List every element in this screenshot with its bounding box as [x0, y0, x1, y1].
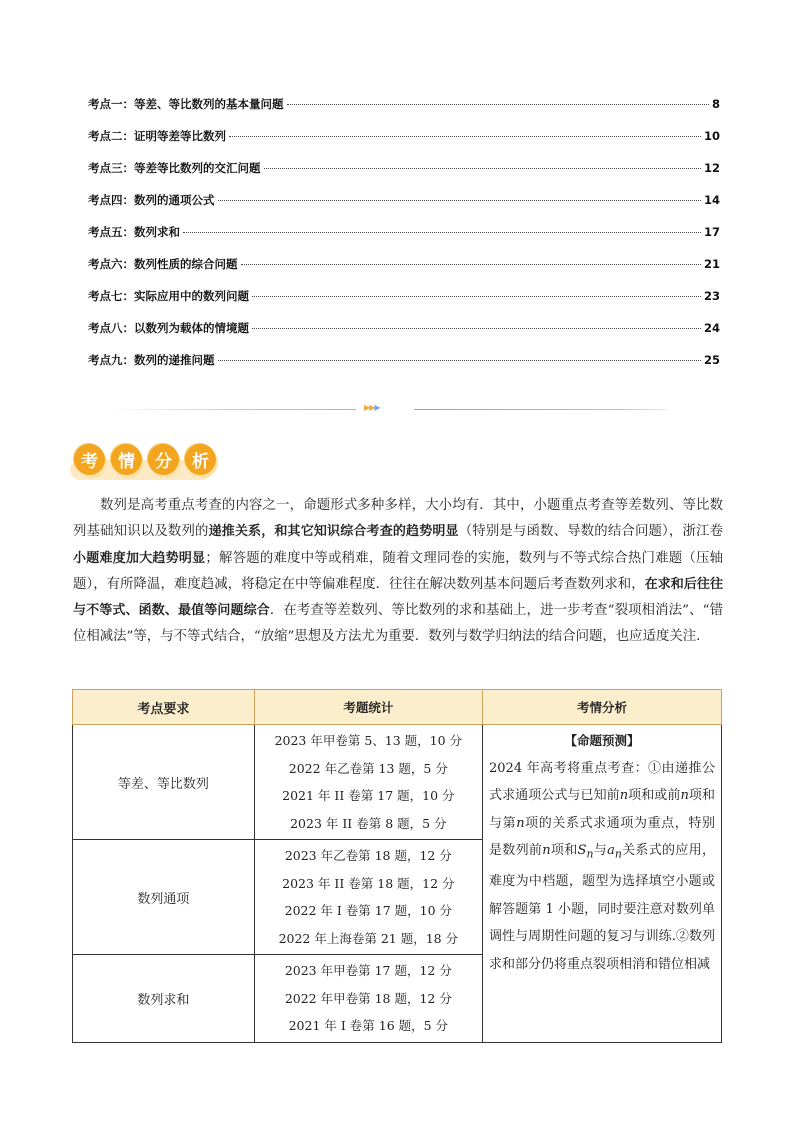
topic-cell: 数列求和	[73, 955, 255, 1043]
toc-page: 21	[703, 257, 720, 271]
toc-row[interactable]	[88, 160, 720, 192]
header-cell: 考题统计	[254, 690, 482, 725]
header-cell: 考点要求	[73, 690, 255, 725]
toc-label: 考点三：等差等比数列的交汇问题	[88, 161, 261, 175]
bold-run: 在求和后往往与不等式、函数、最值等问题综合	[73, 576, 723, 619]
text-run: 项和或前	[628, 788, 681, 803]
table-row	[73, 725, 722, 840]
stats-cell	[254, 955, 482, 1043]
table-of-contents	[88, 96, 720, 384]
toc-label: 考点八：以数列为载体的情境题	[88, 321, 249, 335]
toc-dots	[229, 136, 701, 137]
toc-dots	[218, 200, 701, 201]
toc-label: 考点五：数列求和	[88, 225, 180, 239]
math-subscript: n	[586, 847, 594, 861]
toc-dots	[264, 168, 701, 169]
toc-dots	[241, 264, 701, 265]
stat-line: 2022 年上海卷第 21 题，18 分	[278, 930, 459, 946]
toc-page: 24	[703, 321, 720, 335]
stat-line: 2023 年甲卷第 17 题，12 分	[284, 963, 452, 978]
math-var: n	[619, 788, 629, 803]
stat-line: 2023 年乙卷第 18 题，12 分	[284, 848, 452, 863]
text-run: 2024 年高考将重点考查：①由递推公式求通项公式与已知前	[489, 760, 715, 803]
toc-dots	[287, 104, 709, 105]
divider-line-right	[414, 409, 668, 410]
text-run: （特别是与函数、导数的结合问题），浙江卷	[458, 524, 723, 540]
header-cell: 考情分析	[483, 690, 722, 725]
toc-dots	[252, 328, 701, 329]
stat-line: 2022 年甲卷第 18 题，12 分	[284, 990, 452, 1006]
toc-row[interactable]	[88, 224, 720, 256]
toc-label: 考点二：证明等差等比数列	[88, 129, 226, 143]
badge-char: 分	[148, 444, 179, 475]
math-var: S	[577, 843, 587, 858]
text-run: 项和与第	[489, 788, 715, 831]
stat-line: 2023 年 II 卷第 18 题，12 分	[282, 875, 455, 891]
badge-char: 考	[74, 444, 105, 475]
math-var: n	[542, 843, 551, 858]
stats-cell	[254, 840, 482, 955]
toc-dots	[252, 296, 701, 297]
text-run: 项的关系式求通项为重点，特别是数列前	[489, 815, 715, 858]
paragraph-text	[73, 493, 723, 651]
toc-page: 25	[703, 353, 720, 367]
analysis-paragraph	[73, 493, 723, 651]
badge-char: 析	[185, 444, 216, 475]
text-run: ；解答题的难度中等或稍难，随着文理同卷的实施，数列与不等式综合热门难题（压轴题），有所降温，难度趋减，将稳定在中等偏难程度．往往在解决数列基本问题后考查数列求和，	[73, 550, 723, 592]
prediction-text	[489, 755, 715, 979]
divider-line-left	[106, 409, 356, 410]
badge-char: 情	[111, 444, 142, 475]
toc-page: 17	[703, 225, 720, 239]
stat-line: 2021 年 II 卷第 17 题，10 分	[282, 788, 455, 803]
bold-run: 递推关系，和其它知识综合考查的趋势明显	[208, 524, 459, 540]
toc-row[interactable]	[88, 256, 720, 288]
toc-page: 8	[711, 97, 720, 111]
stat-line: 2022 年乙卷第 13 题，5 分	[288, 760, 448, 776]
stat-line: 2023 年甲卷第 5、13 题，10 分	[274, 733, 463, 748]
topic-cell: 数列通项	[73, 840, 255, 955]
toc-label: 考点六：数列性质的综合问题	[88, 257, 238, 271]
math-var: a	[607, 843, 615, 858]
toc-page: 10	[703, 129, 720, 143]
toc-row[interactable]	[88, 96, 720, 128]
toc-row[interactable]	[88, 320, 720, 352]
toc-page: 14	[703, 193, 720, 207]
table-header-row	[73, 690, 722, 725]
math-var: n	[680, 788, 689, 803]
toc-row[interactable]	[88, 128, 720, 160]
text-run: 与	[593, 843, 608, 858]
toc-label: 考点四：数列的通项公式	[88, 193, 215, 207]
toc-row[interactable]	[88, 192, 720, 224]
math-subscript: n	[614, 847, 622, 861]
toc-dots	[218, 360, 701, 361]
stat-line: 2023 年 II 卷第 8 题，5 分	[290, 815, 447, 831]
stat-line: 2022 年 I 卷第 17 题，10 分	[284, 903, 453, 918]
stat-line: 2021 年 I 卷第 16 题，5 分	[288, 1018, 449, 1033]
triple-arrow-icon: ▶▶▶	[364, 403, 380, 412]
toc-dots	[183, 232, 701, 233]
text-run: ．在考查等差数列、等比数列的求和基础上，进一步考查“裂项相消法”、“错位相减法”等，与不等式结合，“放缩”思想及方法尤为重要．数列与数学归纳法的结合问题，也应适度关注．	[73, 603, 723, 645]
exam-analysis-table	[72, 689, 722, 1043]
math-var: n	[516, 815, 525, 831]
text-run: 数列是高考重点考查的内容之一，命题形式多种多样，大小均有．其中，小题重点考查等差数列、等比数列基础知识以及数列的	[73, 498, 723, 540]
text-run: 项和	[550, 843, 578, 858]
section-badge	[74, 440, 222, 484]
analysis-cell	[483, 725, 722, 1043]
topic-cell: 等差、等比数列	[73, 725, 255, 840]
toc-label: 考点九：数列的递推问题	[88, 353, 215, 367]
toc-label: 考点一：等差、等比数列的基本量问题	[88, 97, 284, 111]
prediction-title: 【命题预测】	[564, 733, 640, 748]
toc-row[interactable]	[88, 288, 720, 320]
toc-row[interactable]	[88, 352, 720, 384]
section-divider	[106, 403, 668, 412]
bold-run: 小题难度加大趋势明显	[73, 550, 206, 566]
text-run: 关系式的应用，难度为中档题，题型为选择填空小题或解答题第 1 小题，同时要注意对数列单调性与周期性问题的复习与训练.②数列求和部分仍将重点裂项相消和错位相减	[489, 843, 715, 972]
toc-page: 12	[703, 161, 720, 175]
toc-label: 考点七：实际应用中的数列问题	[88, 289, 249, 303]
stats-cell	[254, 725, 482, 840]
toc-page: 23	[703, 289, 720, 303]
